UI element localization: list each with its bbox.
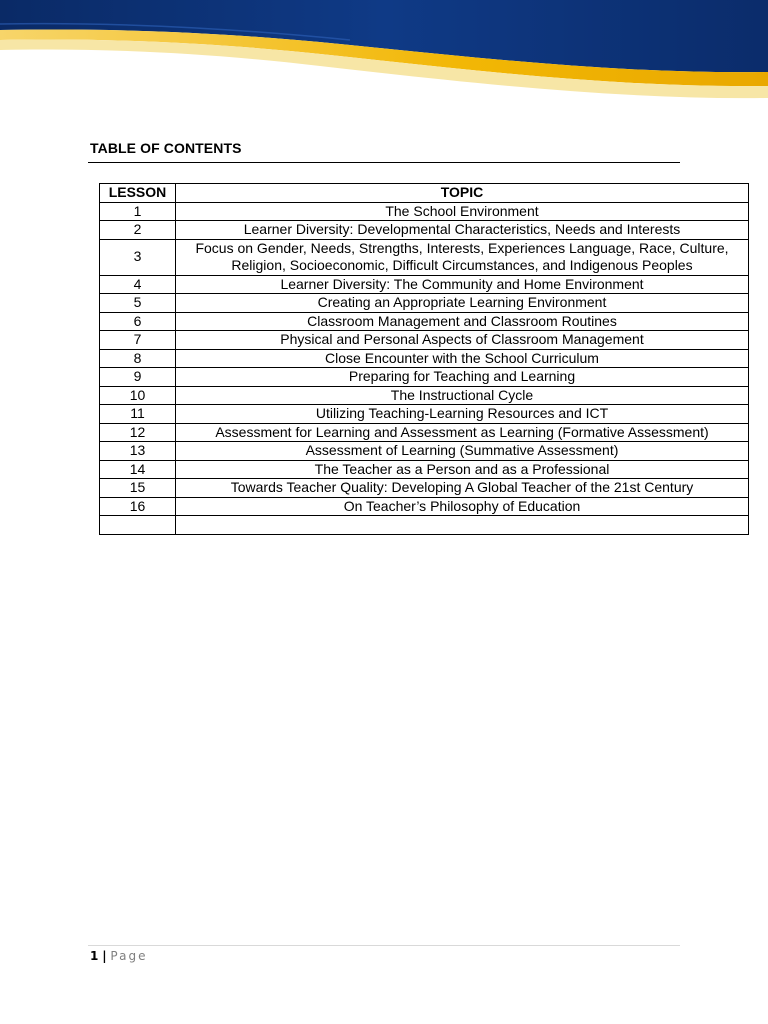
table-row <box>100 516 749 535</box>
lesson-number: 15 <box>100 479 176 498</box>
heading-underline <box>88 162 680 163</box>
lesson-number: 7 <box>100 331 176 350</box>
lesson-topic: Assessment for Learning and Assessment as Learning (Formative Assessment) <box>176 423 749 442</box>
lesson-topic: The Teacher as a Person and as a Professional <box>176 460 749 479</box>
table-row <box>100 202 749 221</box>
table-row <box>100 460 749 479</box>
page-footer <box>90 949 147 963</box>
lesson-topic: Preparing for Teaching and Learning <box>176 368 749 387</box>
page-number: 1 <box>90 949 99 963</box>
table-row <box>100 423 749 442</box>
lesson-number <box>100 516 176 535</box>
table-row <box>100 349 749 368</box>
header-lesson: LESSON <box>100 184 176 203</box>
toc-heading: TABLE OF CONTENTS <box>90 140 242 156</box>
table-row <box>100 312 749 331</box>
lesson-topic: Classroom Management and Classroom Routines <box>176 312 749 331</box>
lesson-number: 8 <box>100 349 176 368</box>
lesson-number: 10 <box>100 386 176 405</box>
lesson-number: 12 <box>100 423 176 442</box>
lesson-number: 9 <box>100 368 176 387</box>
lesson-topic: Physical and Personal Aspects of Classroom Management <box>176 331 749 350</box>
table-row <box>100 368 749 387</box>
lesson-number: 14 <box>100 460 176 479</box>
lesson-number: 1 <box>100 202 176 221</box>
lesson-number: 13 <box>100 442 176 461</box>
table-row <box>100 442 749 461</box>
lesson-topic: The Instructional Cycle <box>176 386 749 405</box>
table-row <box>100 497 749 516</box>
table-row <box>100 331 749 350</box>
table-row <box>100 479 749 498</box>
lesson-number: 2 <box>100 221 176 240</box>
lesson-number: 5 <box>100 294 176 313</box>
table-row <box>100 405 749 424</box>
lesson-topic: Learner Diversity: Developmental Characteristics, Needs and Interests <box>176 221 749 240</box>
table-row <box>100 294 749 313</box>
footer-divider <box>88 945 680 946</box>
table-row <box>100 221 749 240</box>
header-banner <box>0 0 768 112</box>
lesson-topic: Towards Teacher Quality: Developing A Global Teacher of the 21st Century <box>176 479 749 498</box>
lesson-number: 6 <box>100 312 176 331</box>
table-row <box>100 386 749 405</box>
lesson-topic: Utilizing Teaching-Learning Resources and ICT <box>176 405 749 424</box>
toc-table <box>99 183 749 535</box>
lesson-topic: Assessment of Learning (Summative Assessment) <box>176 442 749 461</box>
lesson-topic: Focus on Gender, Needs, Strengths, Interests, Experiences Language, Race, Culture, Religion, Socioeconomic, Difficult Circumstances, and Indigenous Peoples <box>176 239 749 275</box>
lesson-topic: The School Environment <box>176 202 749 221</box>
footer-separator: | <box>102 949 107 963</box>
lesson-topic: On Teacher’s Philosophy of Education <box>176 497 749 516</box>
page-label: Page <box>110 949 148 963</box>
lesson-number: 3 <box>100 239 176 275</box>
toc-body <box>100 202 749 534</box>
table-header-row <box>100 184 749 203</box>
lesson-topic <box>176 516 749 535</box>
lesson-topic: Creating an Appropriate Learning Environment <box>176 294 749 313</box>
lesson-number: 11 <box>100 405 176 424</box>
lesson-number: 4 <box>100 275 176 294</box>
table-row <box>100 239 749 275</box>
lesson-number: 16 <box>100 497 176 516</box>
header-topic: TOPIC <box>176 184 749 203</box>
lesson-topic: Close Encounter with the School Curriculum <box>176 349 749 368</box>
lesson-topic: Learner Diversity: The Community and Home Environment <box>176 275 749 294</box>
table-row <box>100 275 749 294</box>
